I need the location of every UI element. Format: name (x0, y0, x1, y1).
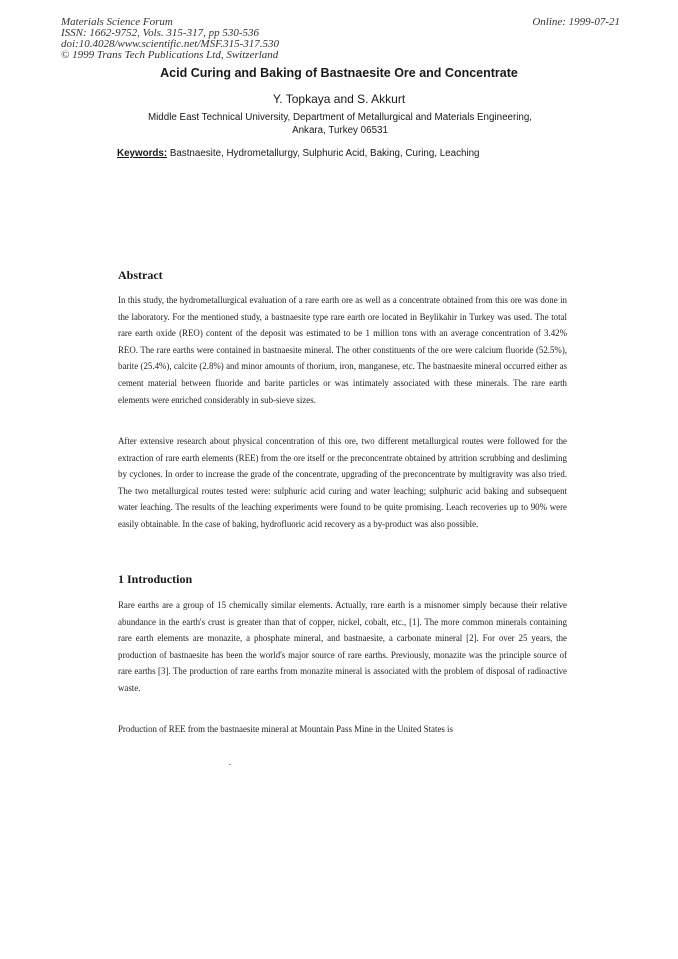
paper-authors: Y. Topkaya and S. Akkurt (272, 92, 406, 106)
journal-name: Materials Science Forum (61, 16, 173, 28)
copyright-line: © 1999 Trans Tech Publications Ltd, Switzerland (61, 49, 279, 61)
issn-line: ISSN: 1662-9752, Vols. 315-317, pp 530-536 (61, 27, 259, 39)
abstract-paragraph-2: After extensive research about physical concentration of this ore, two different metallurgical routes were followed for the extraction of rare earth elements (REE) from the ore itself or the preconcentrate obtained by attrition scrubbing and desliming by cyclones. In order to increase the grade of the concentrate, upgrading of the preconcentrate by multigravity was also tried. The two metallurgical routes tested were: sulphuric acid curing and water leaching; sulphuric acid baking and subsequent water leaching. The results of the leaching experiments were found to be quite promising. Leach recoveries up to 90% were easily obtainable. In the case of baking, hydrofluoric acid recovery as a by-product was also possible. (118, 436, 567, 529)
journal-header (61, 17, 361, 61)
paper-title: Acid Curing and Baking of Bastnaesite Ore and Concentrate (160, 66, 518, 80)
introduction-paragraph-1: Rare earths are a group of 15 chemically similar elements. Actually, rare earth is a misnomer simply because their relative abundance in the earth's crust is greater than that of copper, nickel, cobalt, etc., [1]. The more common minerals containing rare earth elements are monazite, a phosphate mineral, and bastnaesite, a carbonate mineral [2]. For over 25 years, the production of bastnaesite has been the world's major source of rare earths. Previously, monazite was the principle source of rare earths [3]. The production of rare earths from monazite mineral is associated with the problem of disposal of radioactive waste. (118, 600, 567, 693)
affiliation-line-2: Ankara, Turkey 06531 (292, 125, 388, 136)
affiliation-line-1: Middle East Technical University, Department of Metallurgical and Materials Engineering, (147, 112, 533, 123)
scan-speck (229, 764, 231, 765)
abstract-heading: Abstract (118, 268, 163, 282)
affiliation (120, 111, 560, 137)
keywords (117, 148, 587, 159)
doi-line: doi:10.4028/www.scientific.net/MSF.315-317.530 (61, 38, 280, 50)
keywords-text: Bastnaesite, Hydrometallurgy, Sulphuric Acid, Baking, Curing, Leaching (169, 148, 480, 159)
introduction-paragraph-2: Production of REE from the bastnaesite mineral at Mountain Pass Mine in the United States is (118, 724, 453, 734)
abstract-paragraph-1: In this study, the hydrometallurgical evaluation of a rare earth ore as well as a concentrate obtained from this ore was done in the laboratory. For the mentioned study, a bastnaesite type rare earth ore located in Beylikahir in Turkey was used. The total rare earth oxide (REO) content of the deposit was estimated to be 1 million tons with an average concentration of 3.42% REO. The rare earths were contained in bastnaesite mineral. The other constituents of the ore were calcium fluoride (52.5%), barite (25.4%), calcite (2.8%) and minor amounts of thorium, iron, manganese, etc. The bastnaesite mineral occurred either as cement material between fluoride and barite particles or was intimately associated with these minerals. The rare earth elements were enriched considerably in sub-sieve sizes. (118, 295, 567, 405)
introduction-heading: 1 Introduction (118, 572, 193, 586)
online-date: Online: 1999-07-21 (532, 16, 620, 28)
keywords-label: Keywords: (117, 148, 168, 159)
